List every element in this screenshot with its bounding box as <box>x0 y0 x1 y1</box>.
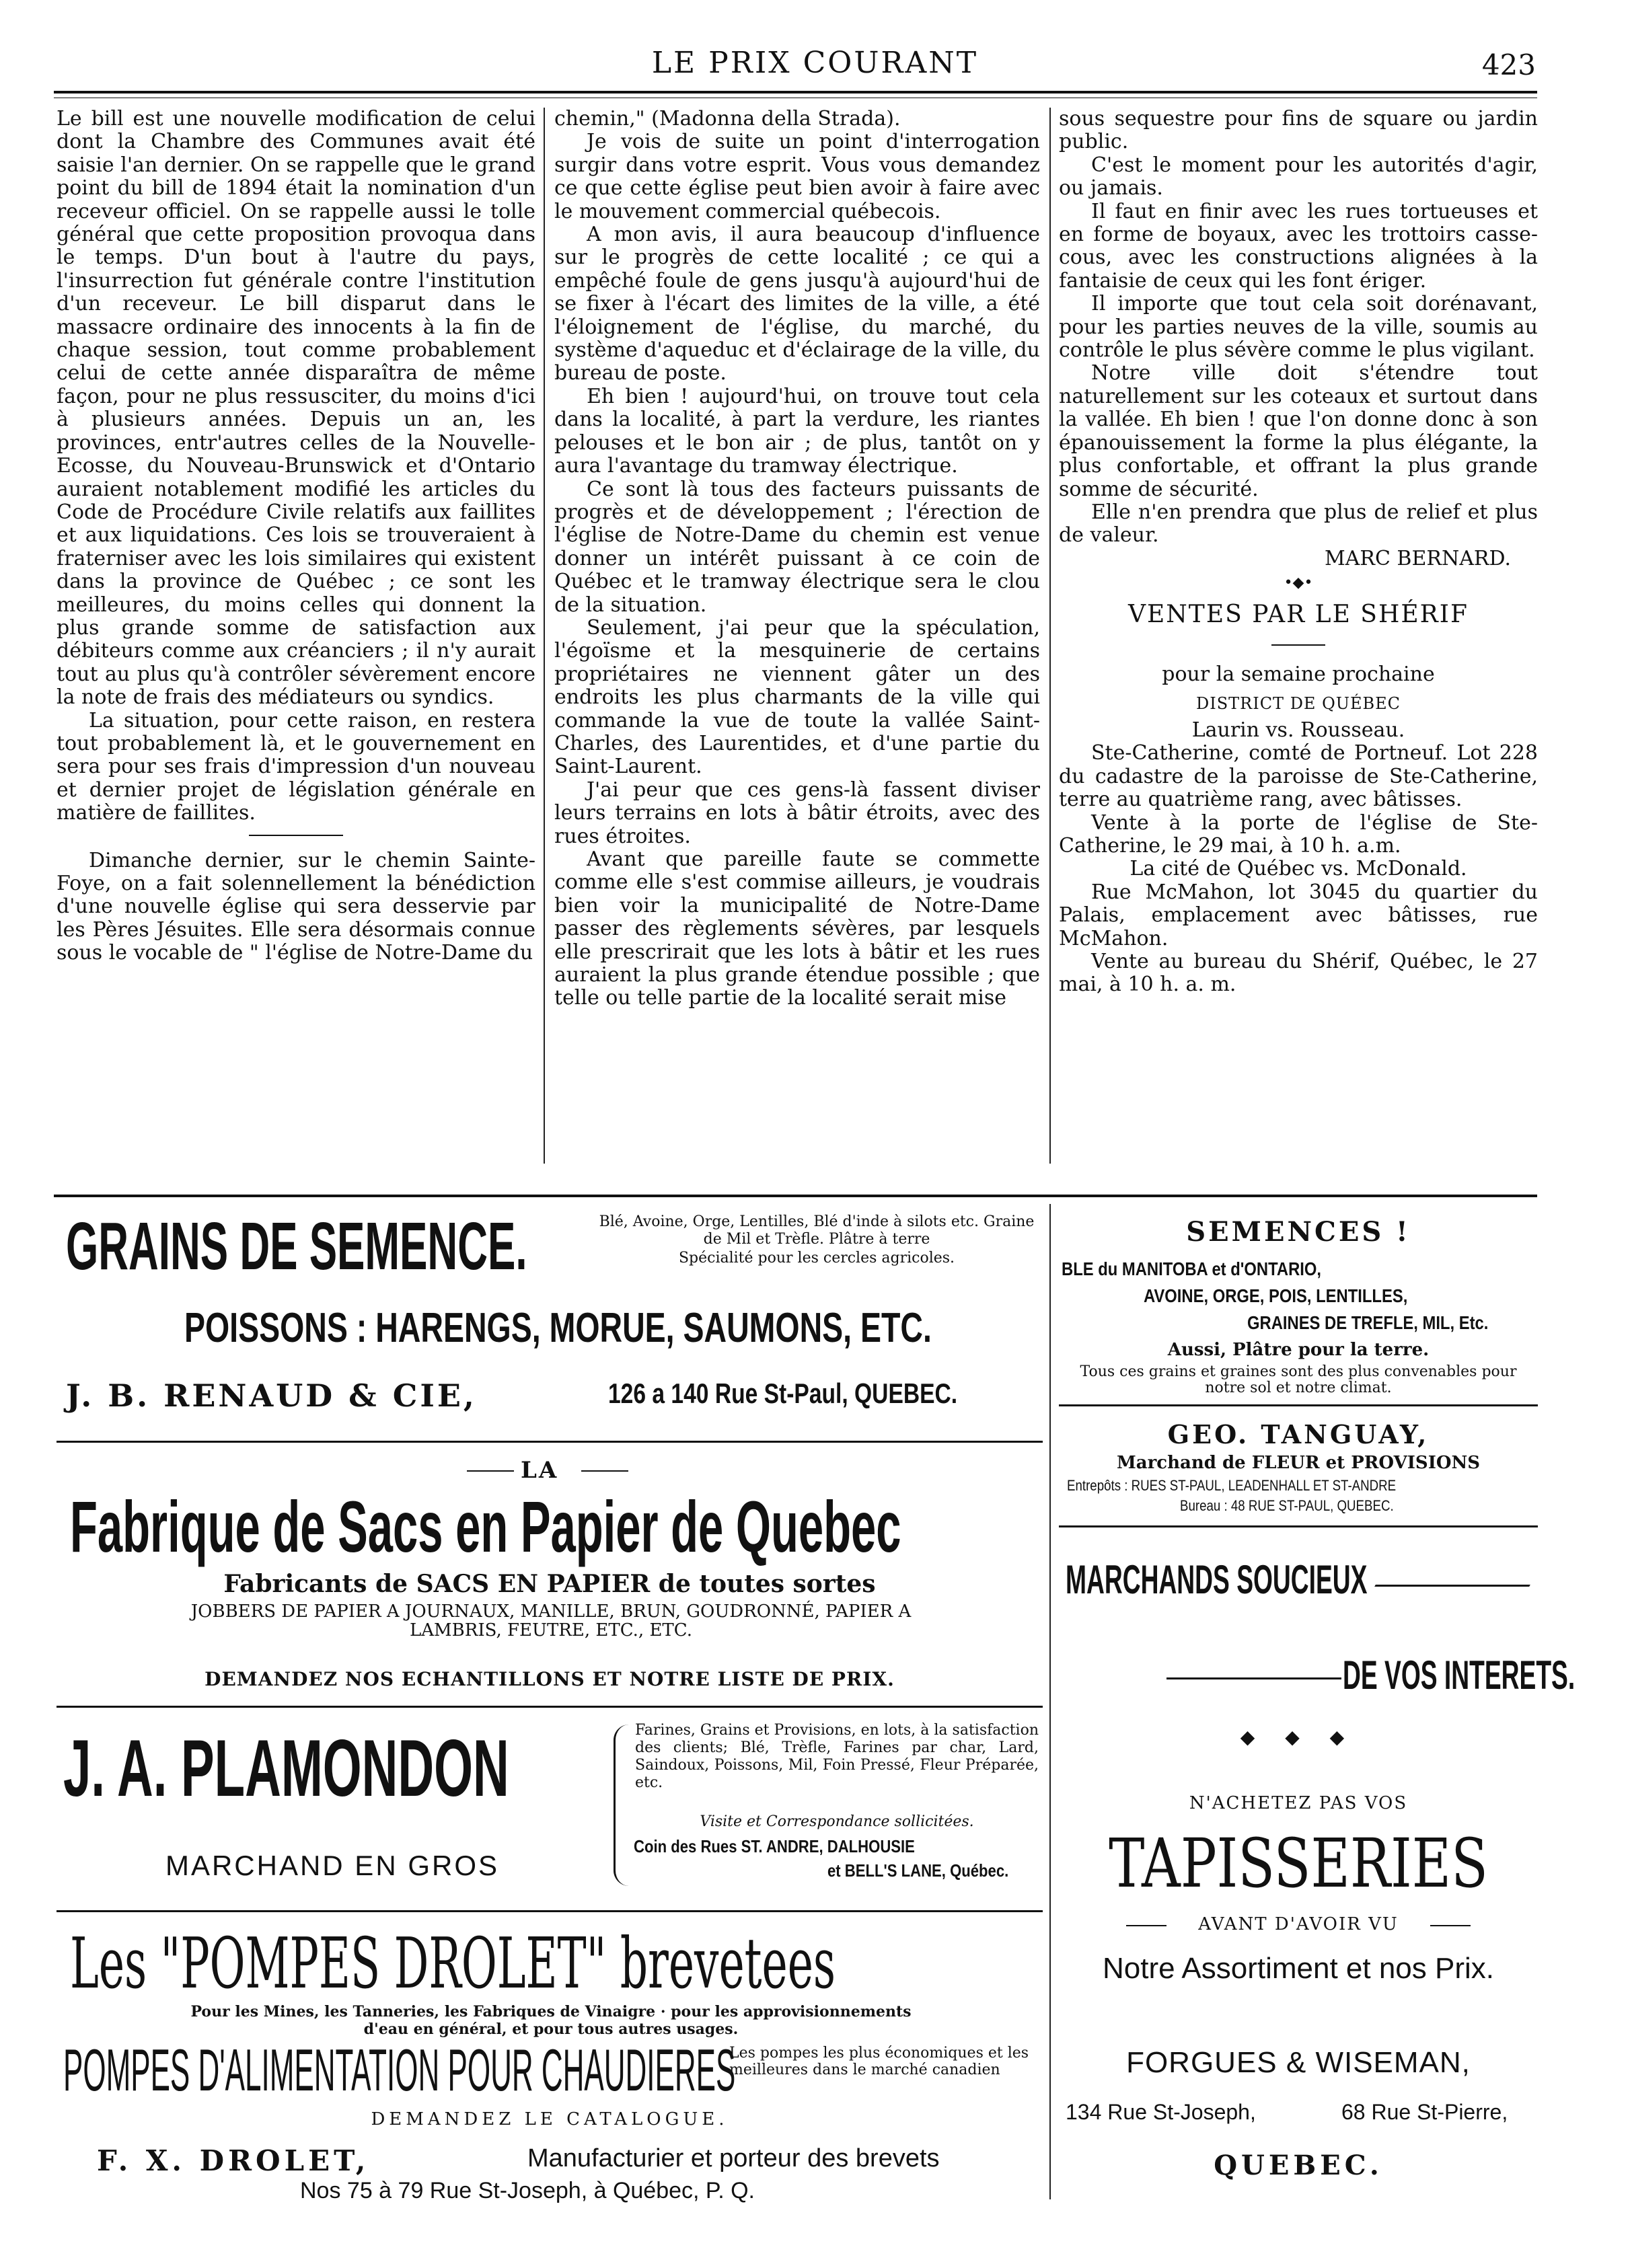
article-column-middle <box>554 108 1040 1010</box>
article-paragraph: J'ai peur que ces gens-là fassent diviser leurs terrains en lots à bâtir étroits, avec des rues étroites. <box>554 778 1040 848</box>
ad-rule <box>1059 1525 1538 1527</box>
ad-headline: Fabrique de Sacs en Papier de Quebec <box>70 1486 901 1567</box>
article-paragraph: C'est le moment pour les autorités d'agir, ou jamais. <box>1059 153 1538 200</box>
journal-title: LE PRIX COURANT <box>651 46 979 80</box>
ventes-district: DISTRICT DE QUÉBEC <box>1195 693 1401 713</box>
ad-firm: J. B. RENAUD & CIE, <box>66 1377 477 1414</box>
ad-line: DE VOS INTERETS. <box>1343 1653 1576 1698</box>
ad-line: AVANT D'AVOIR VU <box>1198 1914 1399 1934</box>
decorative-rule <box>581 1470 628 1472</box>
article-paragraph: chemin," (Madonna della Strada). <box>554 107 901 130</box>
ad-la: LA <box>521 1457 559 1484</box>
ventes-subtitle: pour la semaine prochaine <box>1162 663 1435 687</box>
ad-line: BLE du MANITOBA et d'ONTARIO, <box>1062 1258 1322 1279</box>
ventes-text: Vente à la porte de l'église de Ste-Catherine, le 29 mai, à 10 h. a.m. <box>1059 810 1538 858</box>
ad-demand: DEMANDEZ NOS ECHANTILLONS ET NOTRE LISTE DE PRIX. <box>205 1668 895 1690</box>
article-paragraph: Eh bien ! aujourd'hui, on trouve tout cela dans la localité, à part la verdure, les riantes pelouses et le bon air ; de plus, tantôt on y aura l'avantage du tramway électrique. <box>554 384 1040 478</box>
ad-rule <box>1059 1404 1538 1406</box>
ad-address: 126 a 140 Rue St-Paul, QUEBEC. <box>608 1377 958 1409</box>
ad-line <box>1059 1340 1538 1360</box>
ad-side-text: Blé, Avoine, Orge, Lentilles, Blé d'inde à silots etc. Graine de Mil et Trèfle. Plâtre à terre <box>599 1213 1035 1248</box>
decorative-rule <box>467 1470 514 1472</box>
ad-address: 134 Rue St-Joseph, <box>1066 2100 1256 2124</box>
ad-headline: J. A. PLAMONDON <box>63 1723 509 1813</box>
article-paragraph: Le bill est une nouvelle modification de celui dont la Chambre des Communes avait été saisie l'an dernier. On se rappelle que le grand point du bill de 1894 était la nomination d'un receveur officiel. On se rappelle aussi le tolle général que cette proposition provoqua dans le temps. D'un bout à l'autre du pays, l'insurrection fut générale contre l'institution d'un receveur. Le bill disparut dans le massacre ordinaire des innocents à la fin de chaque session, tout comme probablement celui de cette année disparaîtra de même façon, pour ne plus ressusciter, du moins d'ici à plusieurs années. Depuis un an, les provinces, entr'autres celles de la Nouvelle-Ecosse, du Nouveau-Brunswick et d'Ontario auraient notablement modifié les articles du Code de Procédure Civile relatifs aux faillites et aux liquidations. Ces lois se trouveraient à fraterniser avec les lois similaires qui existent dans la province de Québec ; ce sont les meilleures, du moins celles qui donnent la plus grande somme de satisfaction aux débiteurs comme aux créanciers ; il n'y aurait tout au plus qu'à contrôler sévèrement encore la note de frais des médiateurs ou syndics. <box>57 107 535 710</box>
separator-rule <box>249 835 343 836</box>
article-paragraph: La situation, pour cette raison, en restera tout probablement là, et le gouvernement en sera pour ses frais d'impression d'un nouveau et dernier projet de législation générale en matière de faillites. <box>57 708 535 825</box>
ad-role: Marchand de FLEUR et PROVISIONS <box>1116 1453 1481 1473</box>
ad-headline: Les "POMPES DROLET" brevetees <box>70 1922 836 2004</box>
ad-line-text: Aussi, Plâtre pour la terre. <box>1167 1340 1430 1360</box>
ad-plamondon <box>57 1711 1043 1906</box>
ad-line: AVOINE, ORGE, POIS, LENTILLES, <box>1144 1285 1408 1306</box>
ad-jobbers: JOBBERS DE PAPIER A JOURNAUX, MANILLE, BRUN, GOUDRONNÉ, PAPIER A LAMBRIS, FEUTRE, ETC., ETC. <box>190 1601 912 1640</box>
ad-role: MARCHAND EN GROS <box>165 1850 500 1881</box>
ad-firm-desc: Manufacturier et porteur des brevets <box>527 2144 940 2172</box>
article-column-left <box>57 108 535 965</box>
article-paragraph: Avant que pareille faute se commette comme elle s'est commise ailleurs, je voudrais bien voir la municipalité de Notre-Dame passer des règlements sévères, par lesquels elle prescrirait que les lots à bâtir et les rues auraient la plus grande étendue possible ; que telle ou telle partie de la localité serait mise <box>554 847 1040 1010</box>
ad-pompes-side: Les pompes les plus économiques et les meilleures dans le marché canadien <box>729 2045 1029 2078</box>
article-column-right <box>1059 108 1538 997</box>
decorative-rule <box>1374 1585 1530 1587</box>
ad-line: GRAINES DE TREFLE, MIL, Etc. <box>1247 1312 1489 1333</box>
ads-top-rule <box>54 1195 1537 1197</box>
ad-sacs <box>57 1446 1043 1702</box>
article-paragraph: sous sequestre pour fins de square ou jardin public. <box>1059 107 1538 154</box>
ad-firm: F. X. DROLET, <box>97 2144 370 2177</box>
ad-subheadline: Fabricants de SACS EN PAPIER de toutes sortes <box>223 1570 876 1598</box>
decorative-rule <box>1430 1925 1471 1926</box>
ad-address: 68 Rue St-Pierre, <box>1341 2100 1508 2124</box>
ornament-icon: •◆• <box>1284 574 1313 592</box>
bracket-icon <box>614 1725 629 1886</box>
ad-desc-text: Farines, Grains et Provisions, en lots, à la satisfaction des clients; Blé, Trèfle, Farines par char, Lard, Saindoux, Poissons, Mil, Foin Pressé, Fleur Préparée, etc. <box>635 1722 1039 1791</box>
ad-rule <box>57 1910 1043 1912</box>
ad-subheadline: POISSONS : HARENGS, MORUE, SAUMONS, ETC. <box>184 1305 932 1351</box>
ad-tanguay <box>1059 1204 1538 1587</box>
ad-rule <box>57 1706 1043 1708</box>
ad-catalogue: DEMANDEZ LE CATALOGUE. <box>371 2109 729 2129</box>
ad-firm: FORGUES & WISEMAN, <box>1126 2046 1471 2079</box>
ad-address: et BELL'S LANE, Québec. <box>827 1860 1009 1881</box>
page-number: 423 <box>1481 48 1536 81</box>
ad-address: Nos 75 à 79 Rue St-Joseph, à Québec, P. Q. <box>300 2178 755 2203</box>
ad-drolet <box>57 1914 1043 2203</box>
ornament-icon: ◆ ◆ ◆ <box>1240 1726 1357 1748</box>
ad-renaud <box>57 1204 1043 1433</box>
ad-line: Notre Assortiment et nos Prix. <box>1103 1952 1494 1985</box>
ad-city: QUEBEC. <box>1214 2150 1383 2181</box>
article-paragraph: A mon avis, il aura beaucoup d'influence sur le progrès de cette localité ; ce qui a empêché foule de gens jusqu'à aujourd'hui de se fixer à l'écart des limites de la ville, a été l'éloignement de l'église, du marché, du système d'aqueduc et d'éclairage de la ville, du bureau de poste. <box>554 223 1040 385</box>
column-rule-2 <box>1049 108 1051 1164</box>
article-paragraph: Dimanche dernier, sur le chemin Sainte-Foye, on a fait solennellement la bénédiction d'une nouvelle église qui sera desservie par les Pères Jésuites. Elle sera désormais connue sous le vocable de " l'église de Notre-Dame du <box>57 848 535 965</box>
ad-bureau: Bureau : 48 RUE ST-PAUL, QUEBEC. <box>1180 1497 1394 1514</box>
article-paragraph: Il faut en finir avec les rues tortueuses et en forme de boyaux, avec les trottoirs casse-cous, avec les constructions alignées à la fantaisie de ceux qui les font ériger. <box>1059 199 1538 293</box>
separator-rule <box>1271 644 1325 646</box>
article-paragraph: Il importe que tout cela soit dorénavant, pour les parties neuves de la ville, soumis au contrôle le plus sévère comme le plus vigilant. <box>1059 292 1538 363</box>
ad-tapisseries: TAPISSERIES <box>1109 1824 1488 1903</box>
ad-visit: Visite et Correspondance sollicitées. <box>700 1813 974 1830</box>
ad-rule <box>57 1441 1043 1443</box>
article-paragraph: Je vois de suite un point d'interrogation surgir dans votre esprit. Vous vous demandez ce que cette église peut bien avoir à faire avec le mouvement commercial québecois. <box>554 130 1040 223</box>
ads-column-rule <box>1049 1204 1051 2199</box>
header-rule <box>54 91 1537 93</box>
ad-side-text: Spécialité pour les cercles agricoles. <box>678 1250 955 1267</box>
ad-entrepots: Entrepôts : RUES ST-PAUL, LEADENHALL ET ST-ANDRE <box>1067 1477 1397 1494</box>
signature: MARC BERNARD. <box>1324 546 1511 570</box>
ventes-title: VENTES PAR LE SHÉRIF <box>1128 601 1469 629</box>
ad-subheadline: Pour les Mines, les Tanneries, les Fabriques de Vinaigre · pour les approvisionnements d'eau en général, et pour tous autres usages. <box>190 2003 912 2038</box>
ad-forgues <box>1059 1531 1576 2203</box>
article-paragraph: Elle n'en prendra que plus de relief et plus de valeur. <box>1059 500 1538 547</box>
ad-headline: SEMENCES ! <box>1186 1216 1411 1248</box>
ad-description <box>635 1722 1039 1792</box>
ad-address: Coin des Rues ST. ANDRE, DALHOUSIE <box>634 1836 915 1856</box>
ventes-text: Rue McMahon, lot 3045 du quartier du Palais, emplacement avec bâtisses, rue McMahon. <box>1059 880 1538 950</box>
ad-line: N'ACHETEZ PAS VOS <box>1189 1793 1408 1813</box>
ventes-text: Vente au bureau du Shérif, Québec, le 27 mai, à 10 h. a. m. <box>1059 950 1538 997</box>
ad-firm: GEO. TANGUAY, <box>1167 1419 1430 1449</box>
page-header <box>0 40 1630 81</box>
ventes-case: La cité de Québec vs. McDonald. <box>1129 857 1467 881</box>
article-paragraph: Notre ville doit s'étendre tout naturellement sur les coteaux et surtout dans la vallée. Eh bien ! que l'on donne donc à son épanouissement la forme la plus élégante, la plus confortable, et offrant la plus grande somme de sécurité. <box>1059 361 1538 501</box>
ad-headline: GRAINS DE SEMENCE. <box>66 1209 527 1284</box>
decorative-rule <box>1166 1677 1341 1679</box>
ad-line: Tous ces grains et graines sont des plus convenables pour notre sol et notre climat. <box>1080 1363 1517 1396</box>
ad-line: MARCHANDS SOUCIEUX <box>1066 1557 1368 1602</box>
column-rule-1 <box>544 108 545 1164</box>
ventes-text: Ste-Catherine, comté de Portneuf. Lot 228 du cadastre de la paroisse de Ste-Catherine, terre au quatrième rang, avec bâtisses. <box>1059 741 1538 812</box>
ad-pompes: POMPES D'ALIMENTATION POUR CHAUDIERES <box>63 2037 736 2103</box>
article-paragraph: Seulement, j'ai peur que la spéculation, l'égoïsme et la mesquinerie de certains propriétaires ne viennent gâter un des endroits les plus charmants de la ville qui commande la vue de toute la vallée Saint-Charles, des Laurentides, et d'une partie du Saint-Laurent. <box>554 615 1040 779</box>
ventes-case: Laurin vs. Rousseau. <box>1191 718 1405 742</box>
article-paragraph: Ce sont là tous des facteurs puissants de progrès et de développement ; l'érection de l'église de Notre-Dame du chemin est venue donner un intérêt puissant à ce coin de Québec et le tramway électrique sera le clou de la situation. <box>554 477 1040 617</box>
